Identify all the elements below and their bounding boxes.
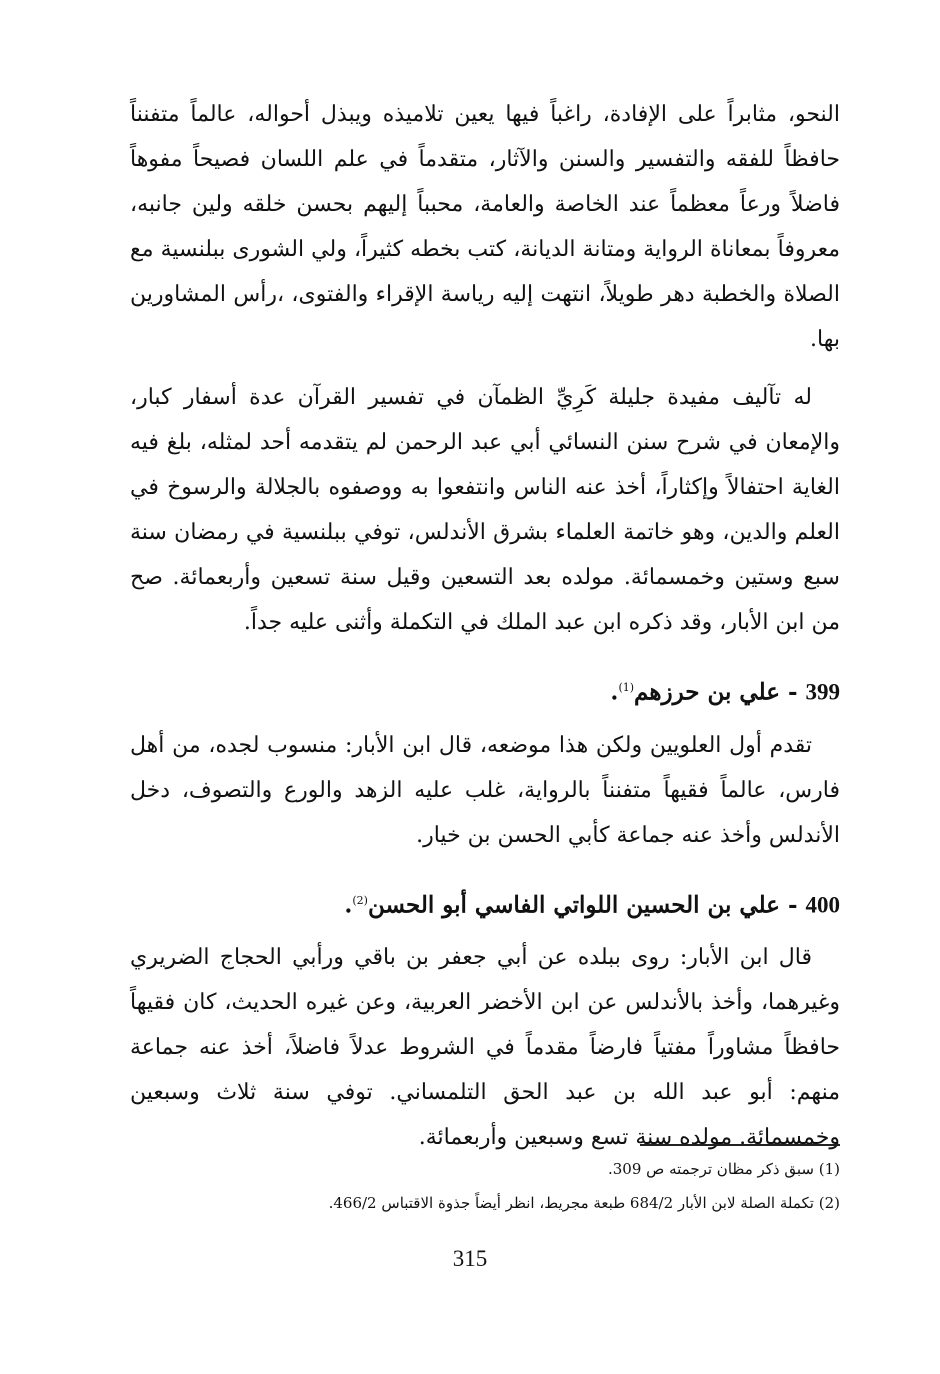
entry-399-footnote-ref: (1) [618,681,635,694]
entry-399-separator: - [787,678,798,706]
entry-400-separator: - [787,891,798,919]
entry-399-name: علي بن حرزهم [634,678,780,706]
footnote-1: (1) سبق ذكر مظان ترجمته ص 309. [607,1160,840,1178]
works-paragraph: له تآليف مفيدة جليلة كَرِيِّ الظمآن في تفسير القرآن عدة أسفار كبار، والإمعان في شرح سنن النسائي أبي عبد الرحمن لم يتقدمه أحد لمثله، بلغ فيه الغاية احتفالاً وإكثاراً، أخذ عنه الناس وانتفعوا به ووصفوه بالجلالة والرسوخ في العلم والدين، وهو خاتمة العلماء بشرق الأندلس، توفي ببلنسية في رمضان سنة سبع وستين وخمسمائة. مولده بعد التسعين وقيل سنة تسعين وأربعمائة. صح من ابن الأبار، وقد ذكره ابن عبد الملك في التكملة وأثنى عليه جداً. [130,385,840,635]
entry-400-paragraph: قال ابن الأبار: روى ببلده عن أبي جعفر بن باقي ورأبي الحجاج الضريري وغيرهما، وأخذ بالأندلس عن ابن الأخضر العربية، وعن غيره الحديث، كان فقيهاً حافظاً مشاوراً مفتياً فارضاً مقدماً في الشروط عدلاً فاضلاً، أخذ عنه جماعة منهم: أبو عبد الله بن عبد الحق التلمساني. توفي سنة ثلاث وسبعين وخمسمائة. مولده سنة تسع وسبعين وأربعمائة. [130,945,840,1151]
continuation-paragraph: النحو، مثابراً على الإفادة، راغباً فيها يعين تلاميذه ويبذل أحواله، عالماً متفنناً حافظاً للفقه والتفسير والسنن والآثار، متقدماً في علم اللسان فصيحاً مفوهاً فاضلاً ورعاً معظماً عند الخاصة والعامة، محبباً إليهم بحسن خلقه ولين جانبه، معروفاً بمعاناة الرواية ومتانة الديانة، كتب بخطه كثيراً، ولي الشورى ببلنسية مع الصلاة والخطبة دهر طويلاً، انتهت إليه رياسة الإقراء والفتوى، ،رأس المشاورين بها. [130,102,840,352]
entry-399-heading [130,665,840,715]
entry-400-footnote-ref: (2) [352,893,368,907]
entry-399-end: . [610,678,619,706]
entry-399-number: 399 [805,679,840,705]
entry-400-number: 400 [805,892,840,918]
entry-400-heading [130,878,840,928]
entry-399-paragraph: تقدم أول العلويين ولكن هذا موضعه، قال ابن الأبار: منسوب لجده، من أهل فارس، عالماً فقيهاً متفنناً بالرواية، غلب عليه الزهد والورع والتصوف، دخل الأندلس وأخذ عنه جماعة كأبي الحسن بن خيار. [130,732,840,848]
page-number: 315 [452,1246,488,1271]
footnote-2: (2) تكملة الصلة لابن الأبار 684/2 طبعة مجريط، انظر أيضاً جذوة الاقتباس 466/2. [328,1194,840,1212]
footnotes [130,1152,840,1220]
entry-400-name: علي بن الحسين اللواتي الفاسي أبو الحسن [367,891,780,919]
page-body [130,92,840,1160]
footnote-separator-rule [640,1144,840,1146]
entry-400-end: . [344,891,353,919]
